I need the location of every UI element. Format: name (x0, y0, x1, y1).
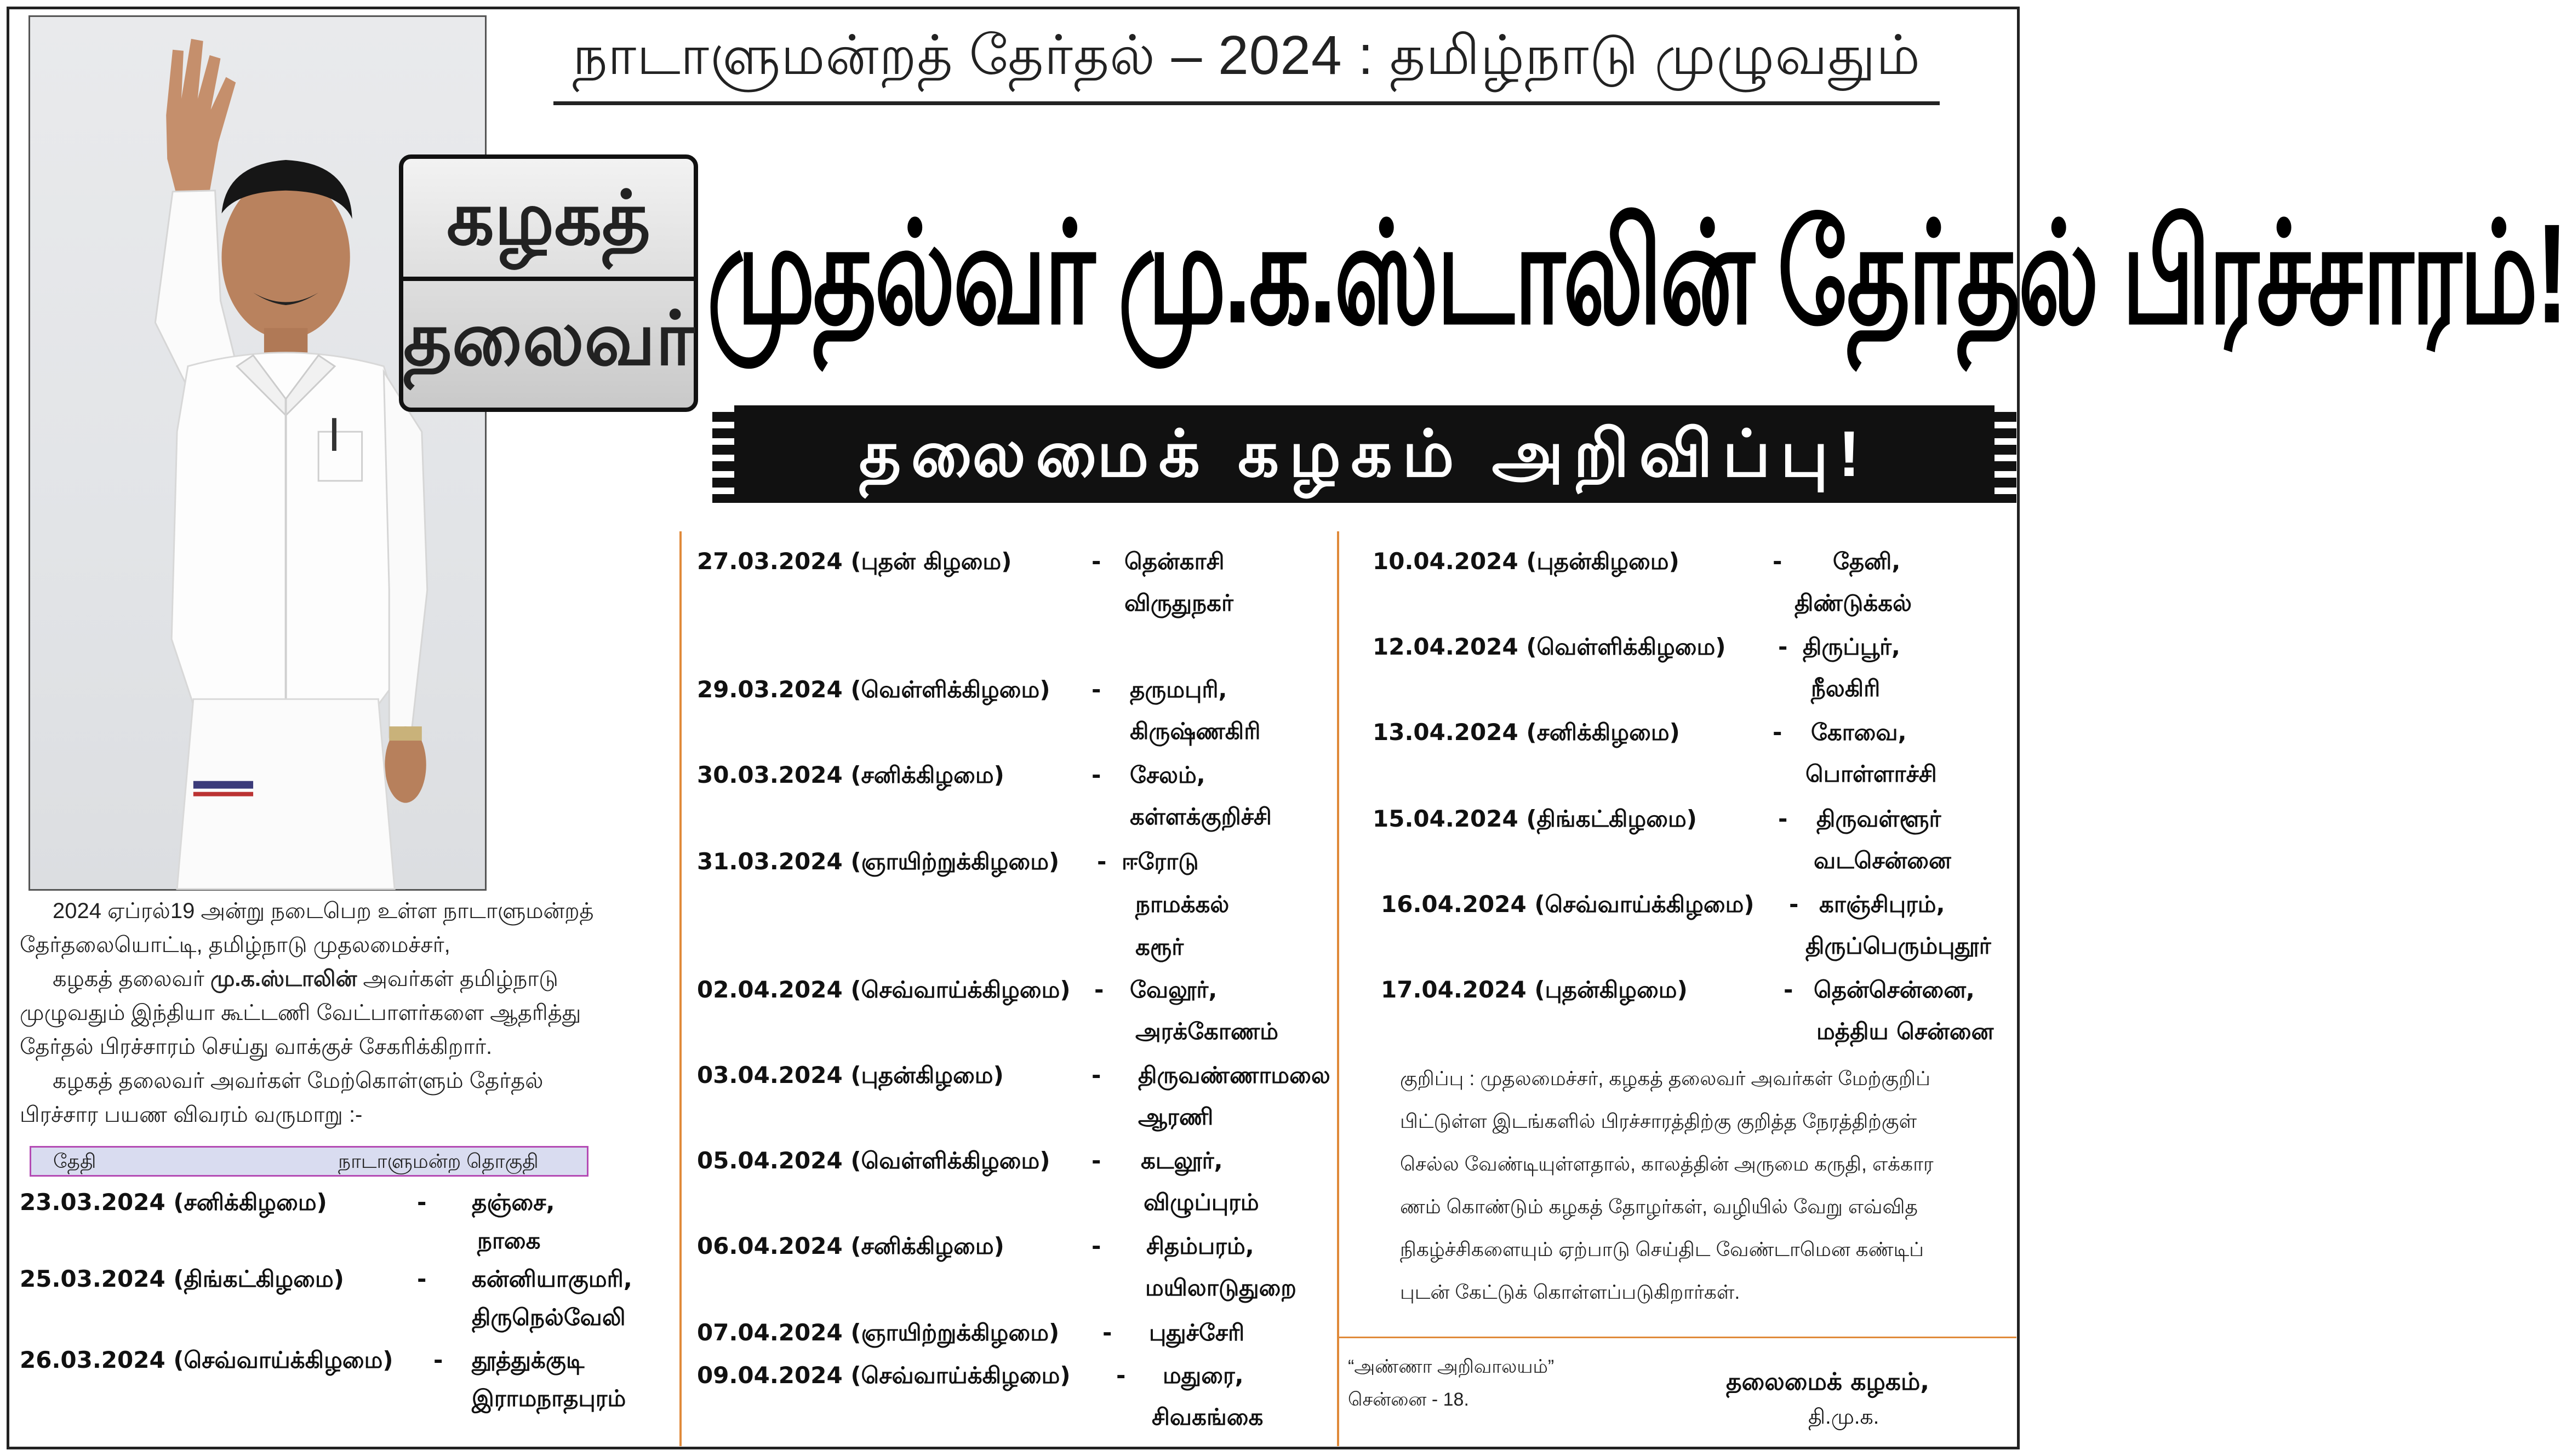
header-top-line: நாடாளுமன்றத் தேர்தல் – 2024 : தமிழ்நாடு முழுவதும் (553, 20, 1940, 105)
intro-line: கழகத் தலைவர் அவர்கள் மேற்கொள்ளும் தேர்தல் (53, 1069, 544, 1093)
schedule-date: 03.04.2024 (புதன்கிழமை) (697, 1062, 1004, 1088)
schedule-dash: - (1091, 1062, 1101, 1088)
announcement-banner-text: தலைமைக் கழகம் அறிவிப்பு! (859, 418, 1870, 490)
schedule-dash: - (1097, 848, 1107, 875)
note-line: நிகழ்ச்சிகளையும் ஏற்பாடு செய்திட வேண்டாமென கண்டிப் (1400, 1238, 1924, 1260)
schedule-place: பொள்ளாச்சி (1805, 760, 1937, 787)
leader-badge (399, 154, 698, 412)
intro-paragraph (20, 894, 677, 1132)
schedule-date: 23.03.2024 (சனிக்கிழமை) (20, 1189, 327, 1216)
schedule-place: மயிலாடுதுறை (1145, 1274, 1296, 1301)
schedule-place: மத்திய சென்னை (1816, 1018, 1994, 1045)
leader-name: மு.க.ஸ்டாலின் (210, 967, 357, 991)
schedule-place: காஞ்சிபுரம், (1819, 891, 1945, 918)
schedule-place: அரக்கோணம் (1135, 1018, 1279, 1045)
schedule-place: திருநெல்வேலி (472, 1304, 626, 1331)
column-divider-left (679, 531, 682, 1446)
schedule-date: 17.04.2024 (புதன்கிழமை) (1381, 976, 1688, 1003)
badge-divider (403, 277, 694, 281)
intro-line: 2024 ஏப்ரல்19 அன்று நடைபெற உள்ள நாடாளுமன்றத் (53, 899, 594, 923)
schedule-dash: - (1778, 805, 1788, 832)
schedule-dash: - (1784, 976, 1793, 1003)
schedule-dash: - (1091, 548, 1101, 575)
schedule-place: நாமக்கல் (1135, 891, 1230, 918)
schedule-dash: - (417, 1189, 427, 1216)
schedule-dash: - (1091, 676, 1101, 703)
schedule-place: ஆரணி (1138, 1103, 1214, 1130)
schedule-date: 27.03.2024 (புதன் கிழமை) (697, 548, 1012, 575)
intro-text: அவர்கள் தமிழ்நாடு (357, 967, 558, 991)
intro-line: தேர்தலையொட்டி, தமிழ்நாடு முதலமைச்சர், (20, 933, 450, 957)
note-line: செல்ல வேண்டியுள்ளதால், காலத்தின் அருமை கருதி, எக்கார (1400, 1153, 1934, 1175)
schedule-place: கள்ளக்குறிச்சி (1130, 803, 1272, 830)
schedule-date: 06.04.2024 (சனிக்கிழமை) (697, 1233, 1004, 1259)
schedule-date: 12.04.2024 (வெள்ளிக்கிழமை) (1373, 633, 1726, 660)
schedule-date: 05.04.2024 (வெள்ளிக்கிழமை) (697, 1147, 1050, 1174)
schedule-place: திருப்பூர், (1803, 633, 1901, 660)
schedule-place: திருப்பெரும்புதூர் (1805, 932, 1991, 959)
schedule-dash: - (417, 1265, 427, 1292)
note-line: பிட்டுள்ள இடங்களில் பிரச்சாரத்திற்கு குறித்த நேரத்திற்குள் (1400, 1110, 1917, 1132)
schedule-place: கடலூர், (1141, 1147, 1223, 1174)
footer-signature-org: தலைமைக் கழகம், (1726, 1368, 1930, 1396)
schedule-dash: - (1778, 633, 1788, 660)
footer-divider (1337, 1337, 2016, 1338)
schedule-dash: - (1773, 548, 1782, 575)
badge-line2: தலைவர் (403, 297, 695, 380)
table-header-date: தேதி (53, 1150, 96, 1172)
intro-line (20, 962, 677, 996)
schedule-place: திருவண்ணாமலை (1138, 1062, 1330, 1088)
schedule-date: 10.04.2024 (புதன்கிழமை) (1373, 548, 1679, 575)
note-block (1400, 1057, 1997, 1314)
schedule-date: 31.03.2024 (ஞாயிற்றுக்கிழமை) (697, 848, 1060, 875)
schedule-date: 25.03.2024 (திங்கட்கிழமை) (20, 1265, 344, 1292)
schedule-dash: - (1091, 1147, 1101, 1174)
table-header (30, 1146, 588, 1177)
schedule-place: இராமநாதபுரம் (472, 1385, 626, 1412)
badge-line1: கழகத் (446, 176, 650, 260)
schedule-place: ஈரோடு (1122, 848, 1199, 875)
schedule-place: சேலம், (1130, 761, 1205, 788)
schedule-place: நீலகிரி (1811, 675, 1881, 702)
schedule-place: நாகை (477, 1227, 541, 1254)
schedule-dash: - (1789, 891, 1799, 918)
schedule-dash: - (1773, 719, 1782, 746)
schedule-dash: - (1091, 1233, 1101, 1259)
footer-address-line1: “அண்ணா அறிவாலயம்” (1348, 1356, 1555, 1377)
schedule-dash: - (1102, 1319, 1112, 1346)
schedule-place: தென்சென்னை, (1814, 976, 1975, 1003)
intro-text: கழகத் தலைவர் (53, 967, 210, 991)
column-divider-right (1337, 531, 1339, 1446)
schedule-date: 09.04.2024 (செவ்வாய்க்கிழமை) (697, 1362, 1071, 1389)
schedule-place: விழுப்புரம் (1144, 1189, 1259, 1216)
schedule-date: 30.03.2024 (சனிக்கிழமை) (697, 761, 1004, 788)
schedule-place: சிவகங்கை (1152, 1403, 1264, 1430)
main-title-text: முதல்வர் மு.க.ஸ்டாலின் தேர்தல் பிரச்சாரம்! (707, 194, 2566, 353)
footer-signature-party: தி.மு.க. (1808, 1406, 1879, 1429)
leader-portrait-photo (28, 15, 487, 891)
schedule-place: வேலூர், (1130, 976, 1218, 1003)
footer-address-line2: சென்னை - 18. (1348, 1389, 1469, 1410)
schedule-place: சிதம்பரம், (1146, 1233, 1254, 1259)
intro-line: பிரச்சார பயண விவரம் வருமாறு :- (20, 1103, 363, 1127)
schedule-place: கிருஷ்ணகிரி (1130, 718, 1261, 744)
intro-line: முழுவதும் இந்தியா கூட்டணி வேட்பாளர்களை ஆதரித்து (20, 1001, 581, 1025)
schedule-place: தேனி, (1833, 548, 1901, 575)
schedule-dash: - (433, 1346, 443, 1373)
schedule-place: வடசென்னை (1814, 847, 1951, 874)
table-header-constituency: நாடாளுமன்ற தொகுதி (338, 1150, 539, 1172)
schedule-place: திண்டுக்கல் (1795, 589, 1912, 616)
schedule-date: 07.04.2024 (ஞாயிற்றுக்கிழமை) (697, 1319, 1060, 1346)
schedule-place: கன்னியாகுமரி, (472, 1265, 632, 1292)
schedule-date: 16.04.2024 (செவ்வாய்க்கிழமை) (1381, 891, 1755, 918)
schedule-place: தென்காசி (1124, 548, 1225, 575)
schedule-dash: - (1094, 976, 1104, 1003)
schedule-place: தருமபுரி, (1130, 676, 1227, 703)
portrait-illustration (30, 17, 485, 889)
schedule-date: 29.03.2024 (வெள்ளிக்கிழமை) (697, 676, 1050, 703)
schedule-date: 15.04.2024 (திங்கட்கிழமை) (1373, 805, 1697, 832)
intro-line: தேர்தல் பிரச்சாரம் செய்து வாக்குச் சேகரிக்கிறார். (20, 1035, 493, 1059)
main-title (707, 153, 2566, 394)
schedule-place: புதுச்சேரி (1149, 1319, 1245, 1346)
schedule-place: தூத்துக்குடி (472, 1346, 585, 1373)
schedule-date: 13.04.2024 (சனிக்கிழமை) (1373, 719, 1680, 746)
schedule-place: திருவள்ளூர் (1816, 805, 1941, 832)
schedule-date: 26.03.2024 (செவ்வாய்க்கிழமை) (20, 1346, 393, 1373)
schedule-place: விருதுநகர் (1124, 589, 1233, 616)
schedule-dash: - (1116, 1362, 1126, 1389)
announcement-banner (712, 405, 2016, 503)
schedule-place: கோவை, (1811, 719, 1907, 746)
note-line: ணம் கொண்டும் கழகத் தோழர்கள், வழியில் வேறு எவ்வித (1400, 1195, 1918, 1218)
schedule-dash: - (1091, 761, 1101, 788)
schedule-place: கரூர் (1135, 933, 1184, 960)
schedule-place: மதுரை, (1163, 1362, 1244, 1389)
schedule-place: தஞ்சை, (472, 1189, 555, 1216)
note-line: புடன் கேட்டுக் கொள்ளப்படுகிறார்கள். (1400, 1281, 1740, 1303)
note-line: குறிப்பு : முதலமைச்சர், கழகத் தலைவர் அவர்கள் மேற்குறிப் (1400, 1067, 1930, 1090)
schedule-date: 02.04.2024 (செவ்வாய்க்கிழமை) (697, 976, 1071, 1003)
